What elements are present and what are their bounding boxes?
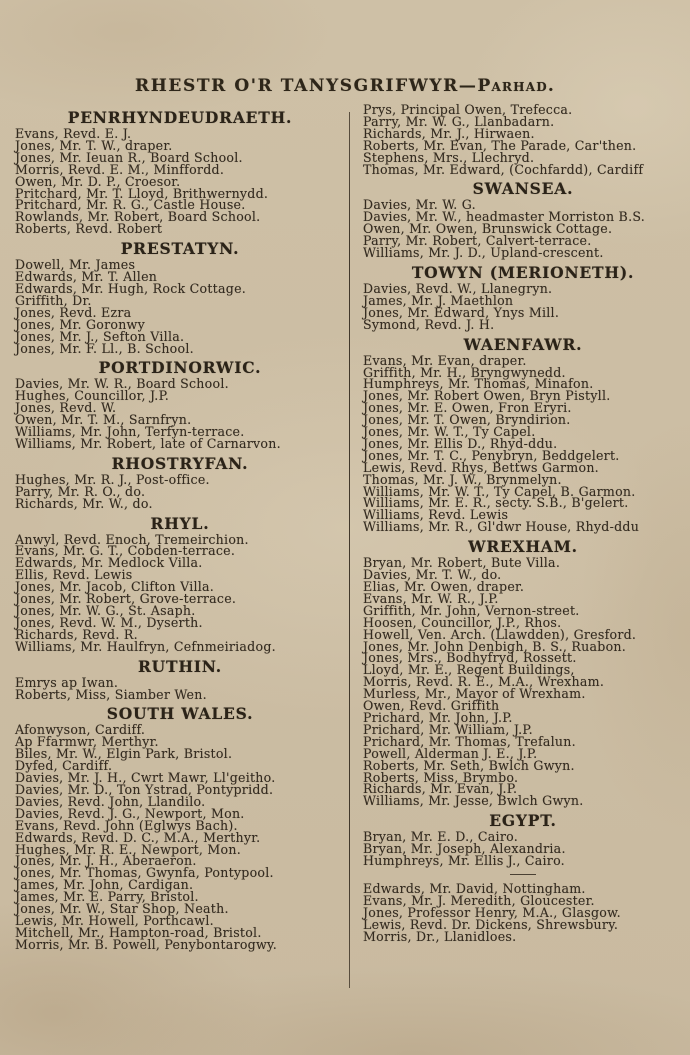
subscriber-entry: Griffith, Mr. H., Bryngwynedd. [363,364,566,380]
subscriber-entry: Rowlands, Mr. Robert, Board School. [15,209,261,225]
subscriber-entry: Prichard, Mr. William, J.P. [363,721,533,737]
subscriber-entry: Hughes, Mr. R. J., Post-office. [15,471,210,487]
subscriber-entry: Jones, Mr. J., Sefton Villa. [15,328,185,344]
subscriber-entry: Symond, Revd. J. H. [363,316,495,332]
subscriber-entry: Davies, Revd. John, Llandilo. [15,793,206,809]
section-heading: WAENFAWR. [463,334,583,354]
section-heading: RUTHIN. [137,656,222,676]
page-title [0,76,690,96]
subscriber-entry: Jones, Mr. W. G., St. Asaph. [15,603,196,618]
subscriber-entry: Morris, Revd. E. M., Minffordd. [15,161,225,177]
subscriber-entry: Jones, Mr. J. H., Aberaeron. [15,853,197,869]
subscriber-entry: Evans, Mr. Evan, draper. [363,352,527,368]
subscriber-entry: Dyfed, Cardiff. [15,758,113,774]
subscriber-entry: Evans, Mr. W. R., J.P. [363,590,499,606]
subscriber-entry: Williams, Mr. E. R., secty. S.B., B'gelert. [363,495,629,511]
section-heading: RHOSTRYFAN. [111,453,249,473]
subscriber-entry: Stephens, Mrs., Llechryd. [363,149,535,165]
section-heading: SOUTH WALES. [106,704,254,724]
subscriber-entry: Anwyl, Revd. Enoch, Tremeirchion. [15,531,249,547]
subscriber-entry: Richards, Mr. J., Hirwaen. [363,125,535,141]
page-title-main: RHESTR O'R TANYSGRIFWYR— [135,76,478,96]
right-column [360,104,686,942]
subscriber-entry: Davies, Mr. W. R., Board School. [15,376,229,392]
subscriber-entry: Lewis, Revd. Rhys, Bettws Garmon. [363,459,599,475]
subscriber-entry: Evans, Revd. E. J. [15,126,132,141]
subscriber-entry: Williams, Mr. John, Terfyn-terrace. [15,424,245,440]
subscriber-entry: Morris, Revd. R. E., M.A., Wrexham. [363,674,605,690]
section-heading: TOWYN (MERIONETH). [411,262,635,282]
subscriber-entry: Jones, Mr. John Denbigh, B. S., Ruabon. [363,638,627,654]
subscriber-entry: Davies, Revd. J. G., Newport, Mon. [15,805,245,821]
subscriber-entry: Prys, Principal Owen, Trefecca. [363,102,573,117]
subscriber-entry: Roberts, Mr. Seth, Bwlch Gwyn. [363,757,575,773]
section-heading: PENRHYNDEUDRAETH. [67,108,293,127]
subscriber-entry: Jones, Mr. T. W., draper. [15,137,173,153]
subscriber-entry: Afonwyson, Cardiff. [15,722,146,738]
section-separator-rule [510,874,536,875]
subscriber-entry: Williams, Revd. Lewis [363,507,509,523]
subscriber-entry: Jones, Mr. Ieuan R., Board School. [15,149,243,165]
subscriber-entry: Jones, Mr. Robert, Grove-terrace. [15,591,237,607]
subscriber-entry: Jones, Mrs., Bodhyfryd, Rossett. [363,650,577,666]
section-heading: PRESTATYN. [120,239,240,259]
section-heading: RHYL. [150,513,210,533]
subscriber-entry: Griffith, Dr. [15,292,92,308]
subscriber-entry: Williams, Mr. Haulfryn, Cefnmeiriadog. [15,638,276,654]
subscriber-entry: Jones, Mr. W., Star Shop, Neath. [15,901,229,917]
subscriber-entry: Thomas, Mr. J. W., Brynmelyn. [363,471,562,487]
page-title-suffix: Parhad. [477,76,555,96]
subscriber-entry: Ellis, Revd. Lewis [15,567,133,583]
subscriber-entry: Edwards, Mr. Medlock Villa. [15,555,203,571]
subscriber-entry: Evans, Revd. John (Eglwys Bach). [15,817,238,833]
subscriber-entry: Roberts, Miss, Brymbo. [363,769,519,785]
subscriber-entry: Williams, Mr. W. T., Ty Capel, B. Garmon. [363,483,636,499]
subscriber-entry: Jones, Mr. Ellis D., Rhyd-ddu. [363,435,558,451]
subscriber-entry: Howell, Ven. Arch. (Llawdden), Gresford. [363,626,637,642]
subscriber-entry: Bryan, Mr. E. D., Cairo. [363,829,518,845]
subscriber-entry: Bryan, Mr. Robert, Bute Villa. [363,555,561,571]
subscriber-entry: Davies, Mr. J. H., Cwrt Mawr, Ll'geitho. [15,770,276,786]
subscriber-entry: Emrys ap Iwan. [15,674,119,690]
subscriber-entry: Edwards, Mr. T. Allen [15,269,158,285]
subscriber-entry: Parry, Mr. R. O., do. [15,483,146,499]
subscriber-entry: Parry, Mr. W. G., Llanbadarn. [363,113,555,129]
subscriber-entry: Jones, Mr. Edward, Ynys Mill. [363,304,560,320]
subscriber-entry: Lloyd, Mr. E., Regent Buildings, [363,662,575,678]
subscriber-entry: Murless, Mr., Mayor of Wrexham. [363,686,586,702]
subscriber-entry: Davies, Mr. D., Ton Ystrad, Pontypridd. [15,781,274,797]
subscriber-entry: Thomas, Mr. Edward, (Cochfardd), Cardiff [363,161,644,177]
subscriber-entry: Evans, Mr. J. Meredith, Gloucester. [363,892,595,908]
subscriber-entry: Davies, Mr. W. G. [363,197,476,213]
column-divider-rule [349,112,350,988]
subscriber-entry: Jones, Mr. Goronwy [15,316,145,332]
subscriber-entry: Hoosen, Councillor, J.P., Rhos. [363,614,562,630]
subscriber-entry: Roberts, Mr. Evan, The Parade, Car'then. [363,137,637,153]
subscriber-entry: Roberts, Revd. Robert [15,221,163,237]
subscriber-entry: Jones, Mr. T. C., Penybryn, Beddgelert. [363,447,620,463]
subscriber-entry: Jones, Revd. W. M., Dyserth. [15,614,203,630]
subscriber-entry: Griffith, Mr. John, Vernon-street. [363,602,580,618]
subscriber-entry: Pritchard, Mr. T. Lloyd, Brithwernydd. [15,185,269,201]
subscriber-entry: Hughes, Mr. R. E., Newport, Mon. [15,841,241,857]
subscriber-entry: Jones, Revd. Ezra [15,304,132,320]
subscriber-entry: Owen, Mr. T. M., Sarnfryn. [15,412,192,428]
subscriber-entry: Jones, Mr. E. Owen, Fron Eryri. [363,400,572,416]
subscriber-entry: Davies, Mr. W., headmaster Morriston B.S. [363,209,645,225]
subscriber-entry: Edwards, Mr. Hugh, Rock Cottage. [15,280,247,296]
subscriber-entry: Owen, Mr. D. P., Croesor. [15,173,181,189]
subscriber-entry: Williams, Mr. Robert, late of Carnarvon. [15,435,281,451]
subscriber-entry: Jones, Mr. Jacob, Clifton Villa. [15,579,215,595]
subscriber-entry: Pritchard, Mr. R. G., Castle House. [15,197,246,213]
subscriber-entry: Jones, Revd. W. [15,400,117,416]
subscriber-entry: Williams, Mr. Jesse, Bwlch Gwyn. [363,793,584,809]
subscriber-entry: James, Mr. E. Parry, Bristol. [15,889,199,905]
subscriber-entry: Mitchell, Mr., Hampton-road, Bristol. [15,924,262,940]
subscriber-entry: Jones, Mr. T. Owen, Bryndirion. [363,412,571,428]
subscriber-entry: Jones, Mr. Robert Owen, Bryn Pistyll. [363,388,611,404]
subscriber-entry: Parry, Mr. Robert, Calvert-terrace. [363,233,592,249]
subscriber-entry: Morris, Dr., Llanidloes. [363,928,517,944]
subscriber-entry: Davies, Mr. T. W., do. [363,567,502,583]
subscriber-entry: Elias, Mr. Owen, draper. [363,579,525,594]
section-heading: WREXHAM. [468,537,578,557]
section-heading: PORTDINORWIC. [98,358,262,378]
section-heading: EGYPT. [489,811,557,831]
subscriber-entry: Jones, Mr. Thomas, Gwynfa, Pontypool. [15,865,274,881]
subscriber-entry: Humphreys, Mr. Thomas, Minafon. [363,376,594,392]
subscriber-entry: Edwards, Mr. David, Nottingham. [363,880,586,896]
subscriber-entry: Jones, Mr. W. T., Ty Capel. [363,424,536,440]
subscriber-entry: Ap Ffarmwr, Merthyr. [15,734,159,750]
subscriber-entry: Morris, Mr. B. Powell, Penybontarogwy. [15,936,277,952]
subscriber-entry: Prichard, Mr. John, J.P. [363,709,513,725]
subscriber-entry: Powell, Alderman J. E., J.P. [363,745,538,761]
subscriber-entry: James, Mr. J. Maethlon [363,292,514,308]
subscriber-entry: Lewis, Revd. Dr. Dickens, Shrewsbury. [363,916,619,932]
subscriber-entry: James, Mr. John, Cardigan. [15,877,194,893]
left-column [12,104,348,951]
subscriber-entry: Hughes, Councillor, J.P. [15,388,169,404]
subscriber-entry: Dowell, Mr. James [15,257,136,273]
subscriber-entry: Williams, Mr. J. D., Upland-crescent. [363,245,604,261]
subscriber-entry: Prichard, Mr. Thomas, Trefalun. [363,733,576,749]
section-heading: SWANSEA. [472,179,574,199]
subscriber-entry: Humphreys, Mr. Ellis J., Cairo. [363,853,565,869]
subscriber-entry: Biles, Mr. W., Elgin Park, Bristol. [15,746,233,762]
subscriber-entry: Richards, Revd. R. [15,626,138,642]
subscriber-entry: Edwards, Revd. D. C., M.A., Merthyr. [15,829,261,845]
subscriber-entry: Owen, Revd. Griffith [363,698,500,714]
subscriber-entry: Richards, Mr. W., do. [15,495,153,511]
subscriber-entry: Williams, Mr. R., Gl'dwr House, Rhyd-ddu [363,519,640,535]
subscriber-entry: Lewis, Mr. Howell, Porthcawl. [15,912,214,928]
subscriber-entry: Bryan, Mr. Joseph, Alexandria. [363,841,566,857]
subscriber-entry: Evans, Mr. G. T., Cobden-terrace. [15,543,236,559]
subscriber-entry: Owen, Mr. Owen, Brunswick Cottage. [363,221,613,237]
subscriber-entry: Roberts, Miss, Siamber Wen. [15,686,207,702]
subscriber-entry: Jones, Mr. F. Ll., B. School. [15,340,194,356]
subscriber-entry: Jones, Professor Henry, M.A., Glasgow. [363,904,621,920]
subscriber-entry: Richards, Mr. Evan, J.P. [363,781,518,797]
subscriber-entry: Davies, Revd. W., Llanegryn. [363,280,553,296]
